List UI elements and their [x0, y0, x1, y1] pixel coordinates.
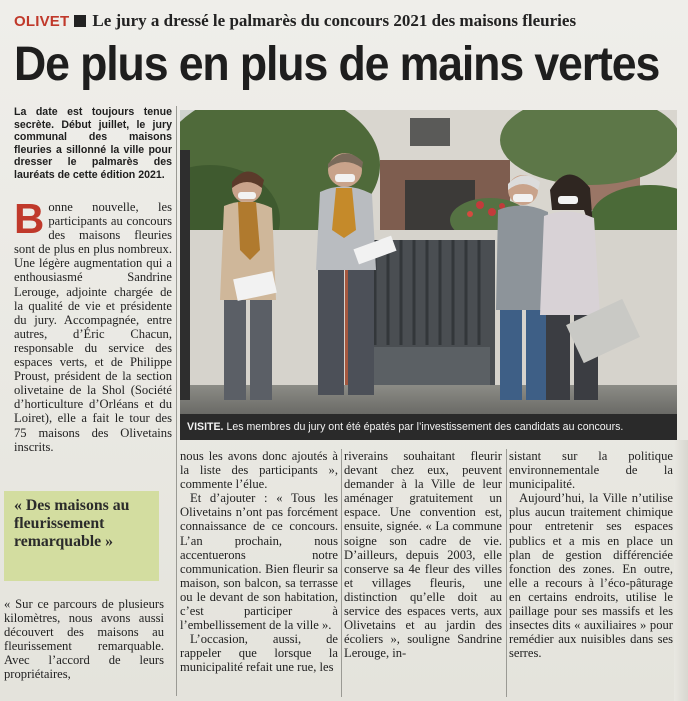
photo-caption-text: Les membres du jury ont été épatés par l’investissement des candidats au concours.	[226, 421, 624, 433]
dropcap: B	[14, 195, 45, 242]
pull-quote: « Des maisons au fleurissement remarquable »	[4, 491, 159, 581]
lede: La date est toujours tenue secrète. Début juillet, le jury communal des maisons fleuries a sillonné la ville pour dresser le palmarès des lauréats de cette édition 2021.	[14, 106, 172, 181]
kicker-tag: OLIVET	[14, 12, 70, 30]
body-column-3	[344, 449, 502, 660]
paragraph: sistant sur la politique environnementale de la municipalité.	[509, 449, 673, 492]
body-column-4	[509, 449, 673, 660]
jury-photo	[180, 110, 677, 440]
body-column-1-text: onne nouvelle, les participants au concours des maisons fleuries sont de plus en plus nombreux. Une légère augmentation qui a enthousiasmé Sandrine Lerouge, adjointe chargée de la qualité de vie et présidente du jury. Accompagnée, entre autres, d’Éric Chacun, responsable du service des espaces verts, et de Philippe Proust, président de la section olivetaine de la Shol (Société d’horticulture d’Orléans et du Loiret), elle a fait le tour des 75 maisons des Olivetains inscrits.	[14, 200, 172, 454]
body-column-2	[180, 449, 338, 675]
photo-caption	[180, 414, 677, 440]
column-rule	[176, 106, 177, 696]
column-rule	[506, 449, 507, 697]
paragraph: riverains souhaitant fleurir devant chez eux, peuvent demander à la Ville de leur aménager gratuitement un espace. Une convention est, ensuite, signée. « La commune soigne son cadre de vie. D’ailleurs, depuis 2003, elle conserve sa 4e fleur des villes et villages fleuris, une distinction qu’elle doit au service des espaces verts, aux Olivetains et au jardin des écoliers », souligne Sandrine Lerouge, in-	[344, 449, 502, 661]
body-column-1	[14, 195, 172, 454]
paragraph: nous les avons donc ajoutés à la liste des participants », commente l’élue.	[180, 449, 338, 492]
page-edge-shadow	[674, 440, 688, 701]
paragraph: Aujourd’hui, la Ville n’utilise plus aucun traitement chimique pour entretenir ses espaces publics et a mis en place un plan de gestion différenciée fonction des zones. En outre, elle a recours à l’éco-pâturage en certains endroits, utilise le paillage pour ses massifs et les insectes dits « auxiliaires » pour remédier aux nuisibles dans ses serres.	[509, 491, 673, 661]
body-column-1-continued: « Sur ce parcours de plusieurs kilomètres, nous avons aussi découvert des maisons au fleurissement remarquable. Avec l’accord de leurs propriétaires,	[4, 597, 164, 682]
paragraph: L’occasion, aussi, de rappeler que lorsque la municipalité refait une rue, les	[180, 632, 338, 675]
headline: De plus en plus de mains vertes	[14, 38, 660, 91]
kicker-text: Le jury a dressé le palmarès du concours 2021 des maisons fleuries	[92, 11, 577, 30]
column-rule	[341, 449, 342, 697]
kicker-square-icon	[74, 15, 86, 27]
kicker	[14, 10, 684, 32]
paragraph: Et d’ajouter : « Tous les Olivetains n’ont pas forcément connaissance de ce concours. L’an prochain, nous accentuerons notre communication. Bien fleurir sa maison, son balcon, sa terrasse ou le devant de son habitation, c’est participer à l’embellissement de la ville ».	[180, 491, 338, 633]
photo-caption-lead: VISITE.	[187, 421, 224, 433]
jury-photo-image	[180, 110, 677, 414]
